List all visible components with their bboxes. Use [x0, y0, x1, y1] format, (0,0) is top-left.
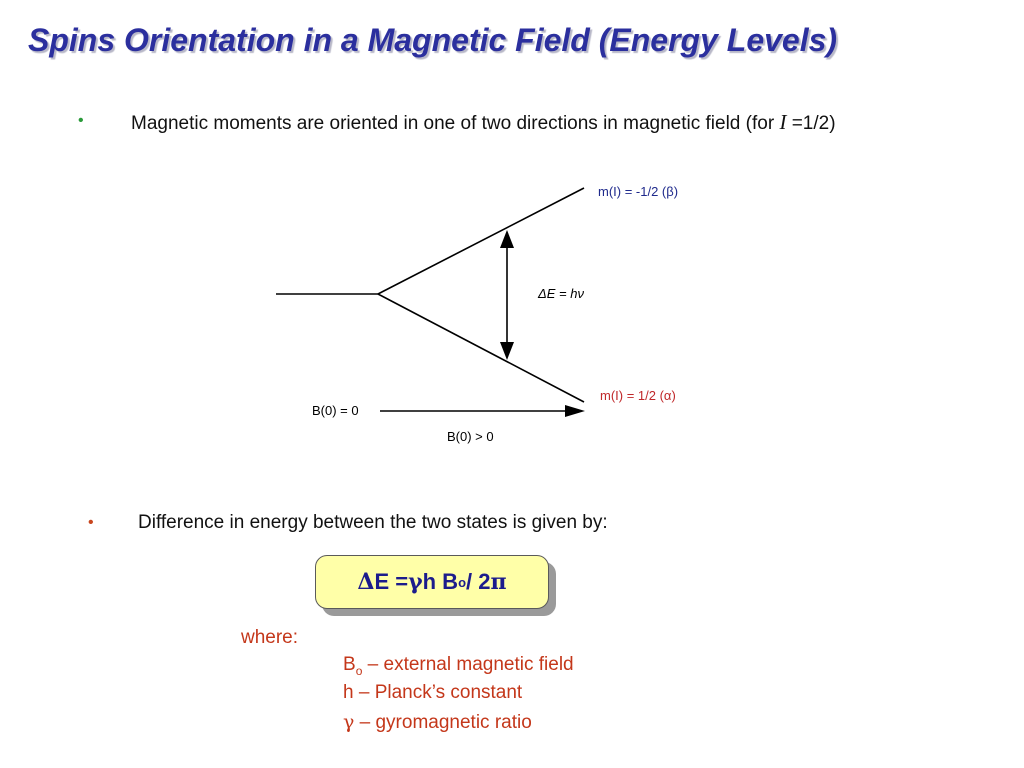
spin-quantum-symbol: I [779, 110, 787, 134]
bullet-text-part: =1/2) [786, 113, 836, 134]
delta-e-label: ΔE = hν [538, 286, 584, 301]
upper-level-line [378, 188, 584, 294]
field-zero-label: B(0) = 0 [312, 403, 359, 418]
field-axis-arrowhead [565, 405, 585, 417]
delta-e-arrowhead-down [500, 342, 514, 360]
where-label: where: [241, 627, 299, 648]
formula-part: E = [374, 569, 409, 594]
definition-gamma [343, 711, 532, 734]
b-subscript: o [355, 663, 363, 678]
energy-formula-box [315, 555, 549, 609]
bullet-text-part: Magnetic moments are oriented in one of two directions in magnetic field (for [131, 113, 780, 134]
upper-level-label: m(I) = -1/2 (β) [598, 184, 679, 199]
formula-part: h B [422, 569, 459, 594]
bullet-marker: • [88, 514, 94, 531]
lower-level-line [378, 294, 584, 402]
bullet-text: Difference in energy between the two states is given by: [138, 512, 608, 533]
bullet-marker: • [78, 112, 84, 129]
pi-symbol: π [490, 569, 507, 595]
b-description: – external magnetic field [362, 654, 574, 675]
formula-subscript: o [458, 574, 467, 590]
lower-level-label: m(I) = 1/2 (α) [600, 388, 676, 403]
gamma-symbol: γ [408, 569, 423, 595]
definition-planck: h – Planck’s constant [343, 682, 523, 703]
slide-title: Spins Orientation in a Magnetic Field (Energy Levels) [28, 22, 838, 58]
field-positive-label: B(0) > 0 [447, 429, 494, 444]
b-symbol: B [343, 654, 356, 675]
delta-e-arrowhead-up [500, 230, 514, 248]
gamma-symbol: γ [343, 711, 355, 733]
formula-part: / 2 [466, 569, 491, 594]
delta-symbol: Δ [357, 569, 375, 595]
definition-b-field [343, 654, 574, 678]
gamma-description: – gyromagnetic ratio [354, 712, 532, 733]
